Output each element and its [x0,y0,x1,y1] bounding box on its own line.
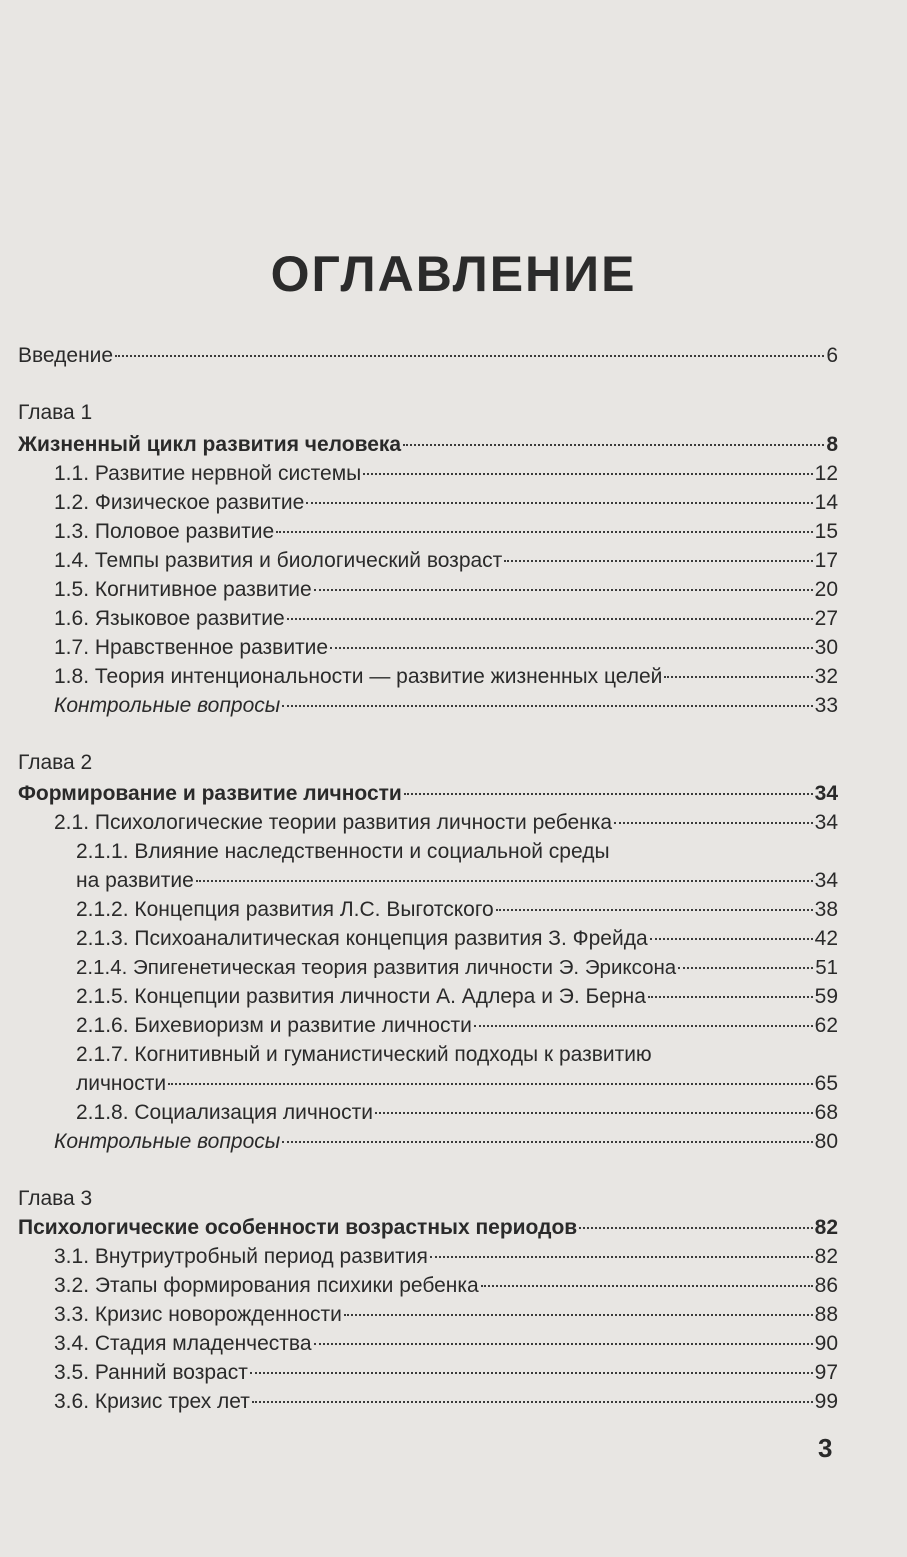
entry-label: Контрольные вопросы [54,694,281,717]
dot-leader [282,1140,812,1143]
entry-page: 17 [814,549,838,572]
entry-label: 3.5. Ранний возраст [54,1361,248,1384]
toc-entry-1-1[interactable] [54,458,838,490]
dot-leader [430,1255,813,1258]
toc-entry-1-2[interactable] [54,487,838,519]
toc-entry-2-1-6[interactable] [76,1010,838,1042]
entry-label: на развитие [76,869,194,892]
entry-page: 30 [814,636,838,659]
dot-leader [250,1371,813,1374]
entry-page: 14 [814,491,838,514]
entry-page: 12 [814,462,838,485]
dot-leader [168,1082,813,1085]
dot-leader [330,646,813,649]
dot-leader [403,443,824,446]
dot-leader [363,472,812,475]
toc-entry-3-2[interactable] [54,1270,838,1302]
entry-page: 27 [814,607,838,630]
entry-label: Введение [18,344,114,367]
entry-page: 99 [814,1390,838,1413]
dot-leader [614,821,813,824]
toc-chapter-3[interactable] [18,1212,838,1244]
toc-entry-3-5[interactable] [54,1357,838,1389]
entry-page: 82 [814,1245,838,1268]
toc-entry-2-1-1[interactable] [76,865,838,897]
dot-leader [196,879,813,882]
toc-entry-2-1-5[interactable] [76,981,838,1013]
entry-label: 2.1. Психологические теории развития личности ребенка [54,811,613,834]
dot-leader [481,1284,813,1287]
entry-label: 2.1.5. Концепции развития личности А. Адлера и Э. Берна [76,985,646,1008]
entry-page: 33 [814,694,838,717]
entry-label: 1.4. Темпы развития и биологический возраст [54,549,503,572]
entry-label: 2.1.6. Бихевиоризм и развитие личности [76,1014,472,1037]
toc-entry-1-5[interactable] [54,574,838,606]
entry-label: 3.4. Стадия младенчества [54,1332,312,1355]
entry-label: Жизненный цикл развития человека [18,433,402,456]
entry-page: 34 [814,782,838,805]
toc-chapter-2[interactable] [18,778,838,810]
entry-label: Контрольные вопросы [54,1130,281,1153]
entry-label: Формирование и развитие личности [18,782,402,805]
dot-leader [282,704,812,707]
toc-entry-3-4[interactable] [54,1328,838,1360]
entry-label: 1.7. Нравственное развитие [54,636,329,659]
entry-page: 42 [814,927,838,950]
toc-entry-2-1-4[interactable] [76,952,838,984]
toc-entry-3-1[interactable] [54,1241,838,1273]
toc-entry-1-3[interactable] [54,516,838,548]
entry-page: 88 [814,1303,838,1326]
toc-entry-2-1-3[interactable] [76,923,838,955]
toc-entry-1-questions[interactable] [54,690,838,722]
entry-page: 68 [814,1101,838,1124]
toc-entry-1-7[interactable] [54,632,838,664]
dot-leader [650,937,813,940]
dot-leader [678,966,813,969]
dot-leader [375,1111,813,1114]
page-number: 3 [818,1433,833,1463]
dot-leader [287,617,813,620]
entry-label: 1.3. Половое развитие [54,520,275,543]
entry-page: 59 [814,985,838,1008]
entry-page: 62 [814,1014,838,1037]
entry-page: 8 [826,433,838,456]
entry-page: 38 [814,898,838,921]
page-title: ОГЛАВЛЕНИЕ [270,246,637,302]
entry-page: 97 [814,1361,838,1384]
dot-leader [306,501,812,504]
entry-label: 1.1. Развитие нервной системы [54,462,362,485]
dot-leader [404,792,813,795]
entry-label: 2.1.2. Концепция развития Л.С. Выготского [76,898,494,921]
entry-label: 3.6. Кризис трех лет [54,1390,250,1413]
entry-label: 3.1. Внутриутробный период развития [54,1245,428,1268]
entry-page: 32 [814,665,838,688]
toc-chapter-1[interactable] [18,429,838,461]
toc-entry-2-1[interactable] [54,807,838,839]
entry-page: 65 [814,1072,838,1095]
dot-leader [344,1313,813,1316]
toc-entry-1-8[interactable] [54,661,838,693]
entry-label: 3.3. Кризис новорожденности [54,1303,342,1326]
dot-leader [579,1226,812,1229]
chapter-heading-2: Глава 2 [18,751,93,774]
entry-label: 2.1.8. Социализация личности [76,1101,373,1124]
toc-entry-intro[interactable] [18,340,838,372]
toc-entry-2-1-1-line1[interactable]: 2.1.1. Влияние наследственности и социальной среды [76,840,610,863]
entry-label: Психологические особенности возрастных периодов [18,1216,578,1239]
dot-leader [648,995,813,998]
entry-label: 1.5. Когнитивное развитие [54,578,312,601]
toc-entry-3-6[interactable] [54,1386,838,1418]
entry-page: 82 [814,1216,838,1239]
dot-leader [115,354,824,357]
entry-page: 51 [815,956,838,979]
entry-page: 34 [814,869,838,892]
toc-entry-2-1-2[interactable] [76,894,838,926]
entry-label: личности [76,1072,167,1095]
dot-leader [496,908,813,911]
entry-label: 1.6. Языковое развитие [54,607,285,630]
toc-entry-2-questions[interactable] [54,1126,838,1158]
entry-page: 15 [814,520,838,543]
toc-entry-2-1-7[interactable] [76,1068,838,1100]
entry-page: 90 [814,1332,838,1355]
dot-leader [252,1400,813,1403]
dot-leader [474,1024,813,1027]
entry-page: 6 [826,344,838,367]
toc-entry-1-6[interactable] [54,603,838,635]
toc-entry-1-4[interactable] [54,545,838,577]
entry-label: 1.2. Физическое развитие [54,491,305,514]
entry-page: 20 [814,578,838,601]
dot-leader [664,675,812,678]
chapter-heading-1: Глава 1 [18,401,93,424]
dot-leader [314,588,813,591]
entry-page: 34 [814,811,838,834]
entry-label: 3.2. Этапы формирования психики ребенка [54,1274,479,1297]
dot-leader [504,559,812,562]
dot-leader [276,530,813,533]
entry-label: 2.1.4. Эпигенетическая теория развития личности Э. Эриксона [76,956,677,979]
dot-leader [314,1342,813,1345]
chapter-heading-3: Глава 3 [18,1187,93,1210]
toc-entry-2-1-7-line1[interactable]: 2.1.7. Когнитивный и гуманистический подходы к развитию [76,1043,652,1066]
toc-entry-3-3[interactable] [54,1299,838,1331]
entry-page: 80 [814,1130,838,1153]
entry-page: 86 [814,1274,838,1297]
entry-label: 2.1.3. Психоаналитическая концепция развития З. Фрейда [76,927,648,950]
entry-label: 1.8. Теория интенциональности — развитие жизненных целей [54,665,663,688]
toc-entry-2-1-8[interactable] [76,1097,838,1129]
